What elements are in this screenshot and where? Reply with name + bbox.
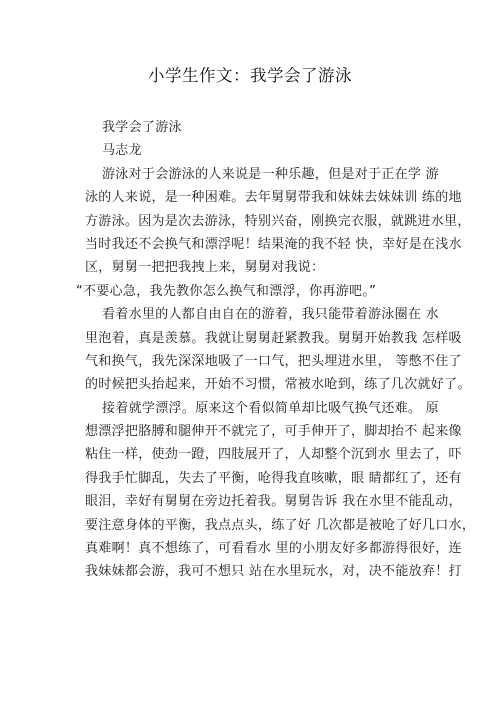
essay-title-line: 我学会了游泳 <box>102 120 182 135</box>
quote-line: “不要心急，我先教你怎么换气和漂浮，你再游吧。” <box>76 283 377 299</box>
paragraph-line: 看着水里的人都自由自在的游着，我只能带着游泳圈在 水 <box>102 307 439 323</box>
paragraph-line: 气和换气，我先深深地吸了一口气，把头埋进水里， 等憋不住了 <box>85 353 462 369</box>
paragraph-line: 接着就学漂浮。原来这个看似简单却比吸气换气还难。 原 <box>102 400 439 416</box>
paragraph-line: 我妹妹都会游，我可不想只 站在水里玩水，对，决不能放弃！打 <box>85 564 462 580</box>
paragraph-line: 泳的人来说，是一种困难。去年舅舅带我和妹妹去妹妹训 练的地 <box>85 190 462 206</box>
paragraph-line: 粘住一样，使劲一蹬，四肢展开了，人却整个沉到水 里去了，吓 <box>85 447 462 463</box>
paragraph-line: 想漂浮把胳膊和腿伸开不就完了，可手伸开了，脚却抬不 起来像 <box>85 424 462 440</box>
paragraph-line: 当时我还不会换气和漂浮呢！结果淹的我不轻 快，幸好是在浅水 <box>85 236 462 252</box>
document-body <box>76 116 476 584</box>
paragraph-line: 得我手忙脚乱，失去了平衡，呛得我直咳嗽，眼 睛都红了，还有 <box>85 470 462 486</box>
paragraph-line: 要注意身体的平衡，我点点头，练了好 几次都是被呛了好几口水， <box>85 517 476 533</box>
paragraph-line: 区，舅舅一把把我拽上来，舅舅对我说： <box>85 260 325 276</box>
author-line: 马志龙 <box>102 143 142 159</box>
paragraph-line: 方游泳。因为是次去游泳，特别兴奋，刚换完衣服，就跳进水里， <box>85 213 471 229</box>
paragraph-line: 眼泪，幸好有舅舅在旁边托着我。舅舅告诉 我在水里不能乱动， <box>85 494 462 510</box>
document-title: 小学生作文：我学会了游泳 <box>148 66 352 85</box>
paragraph-line: 真难啊！真不想练了，可看看水 里的小朋友好多都游得很好，连 <box>85 541 462 557</box>
paragraph-line: 里泡着，真是羡慕。我就让舅舅赶紧教我。舅舅开始教我 怎样吸 <box>85 330 462 346</box>
paragraph-line: 的时候把头抬起来，开始不习惯，常被水呛到，练了几次就好了。 <box>85 377 471 393</box>
paragraph-line: 游泳对于会游泳的人来说是一种乐趣，但是对于正在学 游 <box>102 166 439 182</box>
